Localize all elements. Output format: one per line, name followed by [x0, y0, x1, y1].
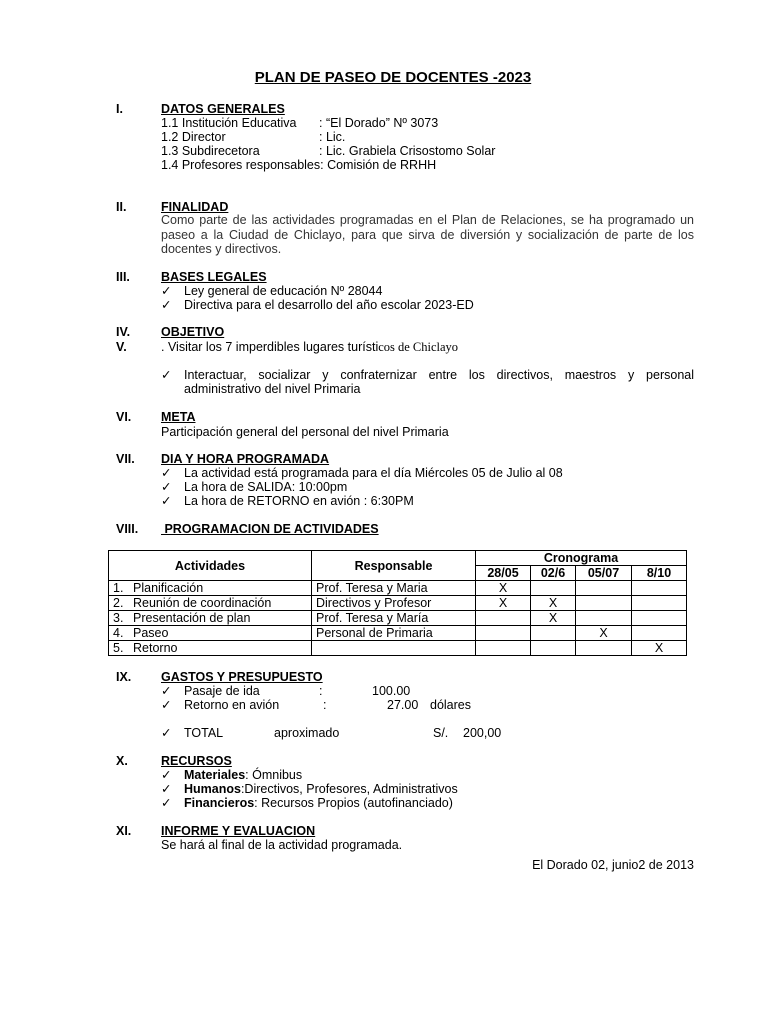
- table-row: [109, 626, 687, 641]
- table-row: [109, 596, 687, 611]
- date-header: 05/07: [576, 566, 632, 581]
- schedule-cell: X: [476, 596, 531, 611]
- schedule-cell: [632, 596, 687, 611]
- expense-unit: dólares: [430, 698, 471, 712]
- heading-recursos: RECURSOS: [161, 754, 232, 768]
- list-item: ✓ TOTAL: [161, 726, 224, 740]
- list-item: ✓ La actividad está programada para el día Miércoles 05 de Julio al 08: [161, 466, 563, 480]
- schedule-cell: [576, 581, 632, 596]
- responsible-cell: Prof. Teresa y Maria: [312, 581, 476, 596]
- date-header: 28/05: [476, 566, 531, 581]
- list-item: ✓ Interactuar, socializar y confraternizar entre los directivos, maestros y personal administrativo del nivel Primaria: [161, 368, 694, 396]
- checkmark-icon: ✓: [161, 684, 172, 698]
- label-director: 1.2 Director: [161, 130, 226, 144]
- expense-amount: 100.00: [372, 684, 411, 698]
- heading-objetivo: OBJETIVO: [161, 325, 225, 339]
- schedule-cell: [632, 581, 687, 596]
- activity-cell: 3. Presentación de plan: [109, 611, 312, 626]
- table-row: [109, 641, 687, 656]
- date-header: 02/6: [531, 566, 576, 581]
- total-currency: S/.: [433, 726, 449, 740]
- schedule-cell: [476, 641, 531, 656]
- schedule-cell: [476, 626, 531, 641]
- section-number-iii: III.: [116, 270, 130, 284]
- objetivo-line: . Visitar los 7 imperdibles lugares turísticos de Chiclayo: [161, 340, 459, 354]
- label-profesores-responsables: 1.4 Profesores responsables: Comisión de RRHH: [161, 158, 437, 172]
- schedule-cell: [531, 581, 576, 596]
- heading-gastos: GASTOS Y PRESUPUESTO: [161, 670, 323, 684]
- list-item: ✓ Materiales: Ómnibus: [161, 768, 303, 782]
- date-header: 8/10: [632, 566, 687, 581]
- section-number-viii: VIII.: [116, 522, 139, 536]
- document-title: PLAN DE PASEO DE DOCENTES -2023: [254, 69, 532, 86]
- schedule-cell: X: [476, 581, 531, 596]
- section-number-xi: XI.: [116, 824, 132, 838]
- responsible-cell: Prof. Teresa y María: [312, 611, 476, 626]
- section-number-vi: VI.: [116, 410, 132, 424]
- activity-cell: 5. Retorno: [109, 641, 312, 656]
- checkmark-icon: ✓: [161, 768, 172, 782]
- activities-table: [108, 550, 687, 656]
- table-row: [109, 611, 687, 626]
- schedule-cell: [531, 641, 576, 656]
- schedule-cell: X: [531, 611, 576, 626]
- heading-finalidad: FINALIDAD: [161, 200, 229, 214]
- section-number-ii: II.: [116, 200, 127, 214]
- checkmark-icon: ✓: [161, 796, 172, 810]
- schedule-cell: [576, 596, 632, 611]
- section-number-vii: VII.: [116, 452, 135, 466]
- schedule-cell: [632, 611, 687, 626]
- activity-cell: 2. Reunión de coordinación: [109, 596, 312, 611]
- schedule-cell: [632, 626, 687, 641]
- checkmark-icon: ✓: [161, 726, 172, 740]
- value-subdirectora: : Lic. Grabiela Crisostomo Solar: [319, 144, 496, 158]
- list-item: ✓ La hora de RETORNO en avión : 6:30PM: [161, 494, 414, 508]
- schedule-cell: [576, 611, 632, 626]
- list-item: ✓ Pasaje de ida: [161, 684, 260, 698]
- total-amount: 200,00: [463, 726, 502, 740]
- value-institucion: : “El Dorado” Nº 3073: [319, 116, 439, 130]
- responsible-cell: [312, 641, 476, 656]
- label-institucion: 1.1 Institución Educativa: [161, 116, 297, 130]
- checkmark-icon: ✓: [161, 368, 172, 382]
- section-number-v: V.: [116, 340, 127, 354]
- heading-informe: INFORME Y EVALUACION: [161, 824, 316, 838]
- heading-programacion: PROGRAMACION DE ACTIVIDADES: [161, 522, 379, 536]
- schedule-cell: [476, 611, 531, 626]
- informe-text: Se hará al final de la actividad programada.: [161, 838, 403, 852]
- heading-datos-generales: DATOS GENERALES: [161, 102, 285, 116]
- checkmark-icon: ✓: [161, 284, 172, 298]
- schedule-cell: X: [576, 626, 632, 641]
- list-item: ✓ Directiva para el desarrollo del año escolar 2023-ED: [161, 298, 474, 312]
- section-number-i: I.: [116, 102, 123, 116]
- heading-bases-legales: BASES LEGALES: [161, 270, 267, 284]
- list-item: ✓ Ley general de educación Nº 28044: [161, 284, 383, 298]
- checkmark-icon: ✓: [161, 698, 172, 712]
- checkmark-icon: ✓: [161, 782, 172, 796]
- finalidad-paragraph: Como parte de las actividades programadas en el Plan de Relaciones, se ha programado un paseo a la Ciudad de Chiclayo, para que sirva de diversión y socialización de parte de los docentes y directivos.: [161, 213, 694, 256]
- heading-dia-hora: DIA Y HORA PROGRAMADA: [161, 452, 330, 466]
- responsible-cell: Personal de Primaria: [312, 626, 476, 641]
- activity-cell: 4. Paseo: [109, 626, 312, 641]
- list-item: ✓ La hora de SALIDA: 10:00pm: [161, 480, 348, 494]
- checkmark-icon: ✓: [161, 494, 172, 508]
- schedule-cell: X: [632, 641, 687, 656]
- total-note: aproximado: [274, 726, 340, 740]
- column-header-cronograma: Cronograma: [476, 551, 687, 566]
- expense-amount: 27.00: [387, 698, 419, 712]
- expense-separator: :: [323, 698, 327, 712]
- list-item: ✓ Humanos:Directivos, Profesores, Administrativos: [161, 782, 458, 796]
- column-header-responsable: Responsable: [312, 551, 476, 581]
- schedule-cell: X: [531, 596, 576, 611]
- meta-text: Participación general del personal del nivel Primaria: [161, 425, 449, 439]
- schedule-cell: [531, 626, 576, 641]
- signature-line: El Dorado 02, junio2 de 2013: [532, 858, 694, 872]
- section-number-iv: IV.: [116, 325, 131, 339]
- checkmark-icon: ✓: [161, 466, 172, 480]
- heading-meta: META: [161, 410, 196, 424]
- label-subdirectora: 1.3 Subdirecetora: [161, 144, 260, 158]
- table-row: [109, 581, 687, 596]
- checkmark-icon: ✓: [161, 298, 172, 312]
- schedule-cell: [576, 641, 632, 656]
- list-item: ✓ Retorno en avión: [161, 698, 280, 712]
- value-director: : Lic.: [319, 130, 346, 144]
- checkmark-icon: ✓: [161, 480, 172, 494]
- expense-separator: :: [319, 684, 323, 698]
- section-number-x: X.: [116, 754, 128, 768]
- responsible-cell: Directivos y Profesor: [312, 596, 476, 611]
- column-header-actividades: Actividades: [109, 551, 312, 581]
- activity-cell: 1. Planificación: [109, 581, 312, 596]
- section-number-ix: IX.: [116, 670, 132, 684]
- list-item: ✓ Financieros: Recursos Propios (autofinanciado): [161, 796, 453, 810]
